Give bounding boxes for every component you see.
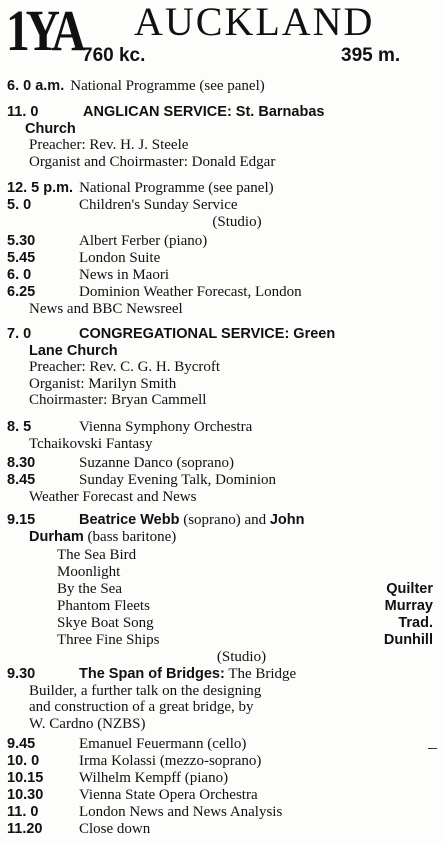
programme-entry xyxy=(7,804,437,821)
entry-title: National Programme (see panel) xyxy=(70,78,265,94)
performer-role: (bass baritone) xyxy=(87,528,177,545)
song-title: Moonlight xyxy=(57,564,121,580)
station-callsign: 1YA xyxy=(6,0,82,63)
entry-detail: Choirmaster: Bryan Cammell xyxy=(29,392,207,408)
entry-time: 11. 0 xyxy=(7,804,39,820)
song-composer: Dunhill xyxy=(383,632,433,648)
entry-title: Children's Sunday Service xyxy=(79,197,238,213)
programme-entry xyxy=(7,284,437,317)
entry-title: Emanuel Feuermann (cello) xyxy=(79,736,247,752)
entry-detail: Organist: Marilyn Smith xyxy=(29,375,177,392)
entry-title: Vienna State Opera Orchestra xyxy=(79,787,258,803)
programme-entry xyxy=(7,770,437,787)
entry-time: 5.30 xyxy=(7,233,36,249)
performer-name-cont: Durham xyxy=(29,528,84,545)
programme-entry xyxy=(7,197,437,230)
entry-title-cont: Church xyxy=(25,120,76,137)
entry-time: 10.15 xyxy=(7,770,44,786)
entry-time: 6.25 xyxy=(7,284,36,300)
programme-entry xyxy=(7,419,437,452)
entry-detail: Tchaikovski Fantasy xyxy=(29,435,153,452)
station-city: AUCKLAND xyxy=(134,0,375,44)
entry-title: London News and News Analysis xyxy=(79,804,283,820)
entry-time: 9.30 xyxy=(7,666,36,682)
entry-detail: Preacher: Rev. H. J. Steele xyxy=(29,137,189,153)
entry-detail: (Studio) xyxy=(212,213,262,230)
station-wavelength: 395 m. xyxy=(341,45,401,66)
entry-detail: and construction of a great bridge, by xyxy=(29,699,254,715)
entry-detail: (Studio) xyxy=(216,649,267,665)
song-title: Skye Boat Song xyxy=(57,615,154,631)
studio-note xyxy=(0,649,443,666)
entry-detail: Preacher: Rev. C. G. H. Bycroft xyxy=(29,359,221,375)
programme-entry xyxy=(7,104,437,170)
entry-time: 12. 5 p.m. xyxy=(7,180,74,196)
entry-title: Suzanne Danco (soprano) xyxy=(79,455,234,471)
programme-entry xyxy=(7,78,437,95)
entry-detail: The Bridge xyxy=(228,666,297,682)
entry-time: 5.45 xyxy=(7,250,36,266)
entry-detail: Weather Forecast and News xyxy=(29,488,197,505)
entry-title: Wilhelm Kempff (piano) xyxy=(79,770,229,786)
programme-entry xyxy=(7,267,437,284)
programme-entry xyxy=(7,666,437,732)
programme-entry xyxy=(7,233,437,250)
performer-name: Beatrice Webb xyxy=(79,512,180,528)
entry-title-cont: Lane Church xyxy=(29,342,118,359)
performer-name: John xyxy=(269,512,305,528)
entry-time: 11.20 xyxy=(7,821,43,837)
programme-entry xyxy=(7,512,437,545)
song-row xyxy=(57,581,433,598)
entry-time: 7. 0 xyxy=(7,326,32,342)
programme-entry xyxy=(7,326,437,409)
entry-title: News in Maori xyxy=(79,267,169,283)
entry-time: 11. 0 xyxy=(7,104,39,120)
entry-detail: W. Cardno (NZBS) xyxy=(29,715,146,732)
song-title: By the Sea xyxy=(57,581,122,597)
entry-title: National Programme (see panel) xyxy=(79,180,274,196)
entry-title: ANGLICAN SERVICE: St. Barnabas xyxy=(83,104,325,120)
programme-entry xyxy=(7,455,437,472)
programme-entry xyxy=(7,250,437,267)
song-composer: Quilter xyxy=(386,581,433,597)
entry-time: 5. 0 xyxy=(7,197,32,213)
entry-time: 10. 0 xyxy=(7,753,40,769)
programme-entry xyxy=(7,753,437,770)
entry-title: CONGREGATIONAL SERVICE: Green xyxy=(79,326,336,342)
song-title: Phantom Fleets xyxy=(57,598,150,614)
entry-detail: Builder, a further talk on the designing xyxy=(29,682,262,699)
performer-role: (soprano) and xyxy=(183,512,267,528)
entry-time: 8.30 xyxy=(7,455,36,471)
programme-entry xyxy=(7,472,437,505)
entry-title: London Suite xyxy=(79,250,161,266)
programme-entry xyxy=(7,787,437,804)
entry-time: 10.30 xyxy=(7,787,44,803)
entry-time: 6. 0 xyxy=(7,267,32,283)
programme-entry xyxy=(7,736,437,753)
entry-title: Sunday Evening Talk, Dominion xyxy=(79,472,276,488)
entry-time: 9.45 xyxy=(7,736,36,752)
song-title: The Sea Bird xyxy=(57,547,137,563)
song-row xyxy=(57,547,433,564)
song-composer: Trad. xyxy=(398,615,433,631)
entry-time: 6. 0 a.m. xyxy=(7,78,65,94)
entry-time: 8.45 xyxy=(7,472,36,488)
song-title: Three Fine Ships xyxy=(57,632,160,648)
station-frequency: 760 kc. xyxy=(82,45,146,66)
song-row xyxy=(57,632,433,649)
entry-detail: Organist and Choirmaster: Donald Edgar xyxy=(29,153,276,170)
entry-title: Close down xyxy=(79,821,151,837)
programme-entry xyxy=(7,180,437,197)
entry-title: Vienna Symphony Orchestra xyxy=(79,419,253,435)
song-composer: Murray xyxy=(384,598,433,614)
entry-time: 8. 5 xyxy=(7,419,32,435)
entry-title: The Span of Bridges: xyxy=(79,666,225,682)
entry-title: Albert Ferber (piano) xyxy=(79,233,208,249)
song-row xyxy=(57,615,433,632)
programme-entry xyxy=(7,821,437,838)
song-row xyxy=(57,598,433,615)
entry-title: Dominion Weather Forecast, London xyxy=(79,284,302,300)
entry-title: Irma Kolassi (mezzo-soprano) xyxy=(79,753,262,769)
entry-time: 9.15 xyxy=(7,512,36,528)
song-row xyxy=(57,564,433,581)
entry-detail: News and BBC Newsreel xyxy=(29,300,183,317)
